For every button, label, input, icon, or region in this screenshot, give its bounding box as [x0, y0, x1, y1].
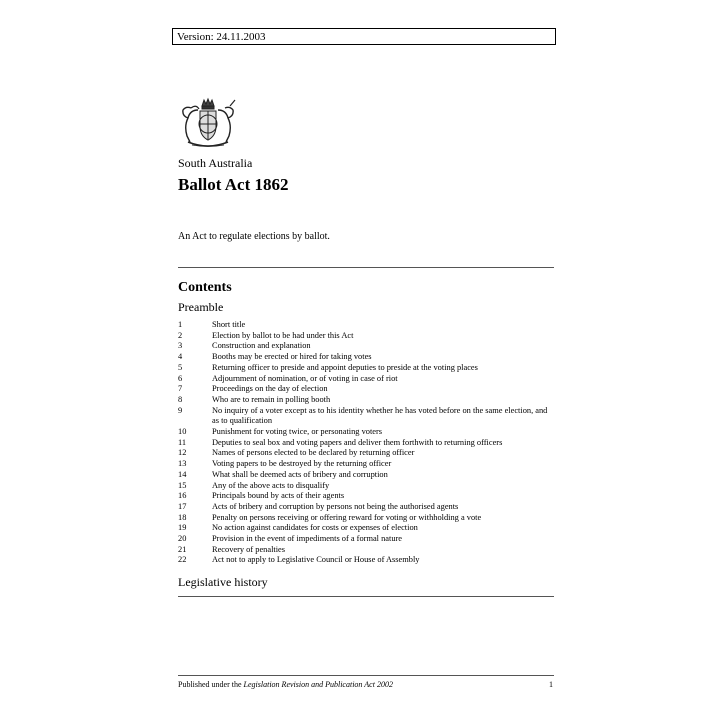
toc-item-number: 22	[178, 555, 187, 565]
toc-item-title: No inquiry of a voter except as to his identity whether he has voted before on the same election, and as to qualification	[212, 405, 548, 426]
long-title: An Act to regulate elections by ballot.	[178, 231, 330, 242]
contents-heading: Contents	[178, 280, 232, 295]
toc-item[interactable]	[178, 427, 554, 438]
toc-item-title: Proceedings on the day of election	[212, 384, 328, 394]
footer-divider	[178, 675, 554, 676]
toc-item-title: Adjournment of nomination, or of voting in case of riot	[212, 373, 398, 383]
toc-item-title: Punishment for voting twice, or personating voters	[212, 427, 383, 437]
toc-item-number: 19	[178, 523, 187, 533]
page-number: 1	[549, 680, 553, 689]
toc-preamble-link[interactable]: Preamble	[178, 300, 224, 314]
toc-item-title: Short title	[212, 320, 246, 329]
toc-item-number: 14	[178, 469, 187, 479]
toc-item-title: What shall be deemed acts of bribery and corruption	[212, 469, 388, 479]
toc-item[interactable]	[178, 331, 554, 342]
toc-item-title: Election by ballot to be had under this Act	[212, 330, 354, 340]
jurisdiction: South Australia	[178, 156, 253, 170]
toc-item-number: 4	[178, 352, 183, 362]
toc-item-number: 12	[178, 448, 187, 458]
coat-of-arms-icon	[178, 96, 238, 150]
toc-item-number: 11	[178, 437, 187, 447]
footer-published-note	[178, 680, 393, 689]
toc-item[interactable]	[178, 341, 554, 352]
toc-item-title: Acts of bribery and corruption by persons not being the authorised agents	[212, 501, 459, 511]
toc-item-title: Act not to apply to Legislative Council or House of Assembly	[212, 555, 420, 565]
footer-act-name: Legislation Revision and Publication Act 2002	[243, 680, 393, 689]
toc-item[interactable]	[178, 448, 554, 459]
toc-item-title: No action against candidates for costs or expenses of election	[212, 523, 418, 533]
toc-item[interactable]	[178, 363, 554, 374]
toc-item[interactable]	[178, 513, 554, 524]
toc-item-title: Penalty on persons receiving or offering reward for voting or withholding a vote	[212, 512, 482, 522]
toc-item-title: Deputies to seal box and voting papers and deliver them forthwith to returning officers	[212, 437, 503, 447]
toc-item-number: 6	[178, 373, 183, 383]
toc-item-title: Construction and explanation	[212, 341, 311, 351]
toc-item-number: 5	[178, 362, 183, 372]
toc-item-number: 7	[178, 384, 183, 394]
toc-item-title: Any of the above acts to disqualify	[212, 480, 330, 490]
toc-item[interactable]	[178, 395, 554, 406]
toc-item-title: Returning officer to preside and appoint deputies to preside at the voting places	[212, 362, 478, 372]
toc-item[interactable]	[178, 374, 554, 385]
toc-item[interactable]	[178, 406, 554, 427]
toc-item[interactable]	[178, 502, 554, 513]
toc-item-title: Voting papers to be destroyed by the returning officer	[212, 459, 392, 469]
toc-item-number: 13	[178, 459, 187, 469]
toc-item-number: 20	[178, 534, 187, 544]
toc-item-number: 3	[178, 341, 183, 351]
toc-item-number: 15	[178, 480, 187, 490]
toc-item-title: Names of persons elected to be declared by returning officer	[212, 448, 415, 458]
toc-item[interactable]	[178, 545, 554, 556]
toc-item-number: 10	[178, 427, 187, 437]
toc-item-number: 8	[178, 394, 183, 404]
toc-item-title: Who are to remain in polling booth	[212, 394, 331, 404]
toc-item-number: 9	[178, 405, 183, 415]
toc-item-number: 1	[178, 320, 183, 329]
toc-item[interactable]	[178, 534, 554, 545]
toc-legislative-history-link[interactable]: Legislative history	[178, 575, 268, 589]
toc-item-title: Booths may be erected or hired for taking votes	[212, 352, 372, 362]
toc-item[interactable]	[178, 523, 554, 534]
toc-item[interactable]	[178, 555, 554, 566]
divider	[178, 596, 554, 597]
toc-item-title: Principals bound by acts of their agents	[212, 491, 345, 501]
table-of-contents	[178, 320, 554, 566]
toc-item-number: 18	[178, 512, 187, 522]
toc-item-title: Provision in the event of impediments of a formal nature	[212, 534, 403, 544]
toc-item[interactable]	[178, 481, 554, 492]
version-label: Version: 24.11.2003	[172, 28, 556, 45]
toc-item[interactable]	[178, 438, 554, 449]
toc-item-number: 16	[178, 491, 187, 501]
toc-item-title: Recovery of penalties	[212, 544, 286, 554]
toc-item-number: 21	[178, 544, 187, 554]
footer-prefix: Published under the	[178, 680, 244, 689]
page-title: Ballot Act 1862	[178, 175, 289, 194]
toc-item[interactable]	[178, 459, 554, 470]
toc-item[interactable]	[178, 470, 554, 481]
divider	[178, 267, 554, 268]
toc-item[interactable]	[178, 352, 554, 363]
toc-item[interactable]	[178, 320, 554, 331]
toc-item[interactable]	[178, 384, 554, 395]
toc-item-number: 17	[178, 501, 187, 511]
toc-item[interactable]	[178, 491, 554, 502]
toc-item-number: 2	[178, 330, 183, 340]
